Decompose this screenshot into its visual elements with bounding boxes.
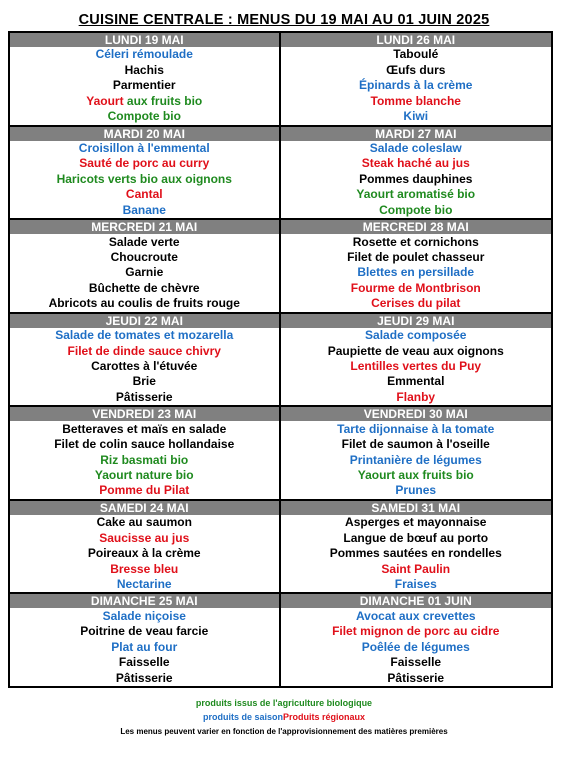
dish-item: Plat au four — [111, 639, 178, 654]
day-header: SAMEDI 24 MAI — [10, 501, 279, 515]
dish-item: Yaourt nature bio — [94, 468, 194, 482]
dish-item: Yaourt aromatisé bio — [356, 187, 476, 202]
day-header: JEUDI 29 MAI — [281, 314, 552, 328]
dish-item: Salade composée — [365, 328, 467, 343]
dish-item: Salade de tomates et mozarella — [55, 328, 234, 343]
dish-item: Compote bio — [379, 202, 453, 217]
day-header: MERCREDI 28 MAI — [281, 220, 552, 234]
dish-list — [10, 47, 279, 125]
dish-item: Pâtisserie — [115, 670, 173, 685]
dish-item: Sauté de porc au curry — [79, 156, 210, 171]
dish-item: Pomme du Pilat — [99, 483, 190, 498]
dish-item: Croisillon à l'emmental — [78, 141, 210, 155]
dish-list — [10, 515, 279, 593]
dish-item: Abricots au coulis de fruits rouge — [48, 296, 240, 311]
dish-list — [10, 141, 279, 219]
dish-item: Avocat aux crevettes — [355, 608, 476, 623]
day-block — [281, 33, 552, 127]
dish-item: Cake au saumon — [96, 515, 192, 530]
footnote: Les menus peuvent varier en fonction de l'approvisionnement des matières premières — [120, 727, 448, 736]
dish-item: Rosette et cornichons — [352, 234, 479, 249]
day-header: VENDREDI 23 MAI — [10, 407, 279, 421]
dish-item: Pâtisserie — [387, 670, 445, 685]
dish-item: Kiwi — [403, 109, 429, 124]
legend-seasonal: produits de saison — [202, 712, 283, 722]
dish-item: Fourme de Montbrison — [350, 280, 481, 295]
day-block — [10, 501, 279, 595]
dish-list — [281, 141, 552, 219]
dish-item: Filet de saumon à l'oseille — [341, 437, 490, 452]
day-block — [10, 314, 279, 408]
day-block — [10, 33, 279, 127]
dish-item: Haricots verts bio aux oignons — [56, 171, 232, 186]
dish-item: Steak haché au jus — [361, 156, 470, 171]
dish-item: Nectarine — [116, 577, 172, 591]
menu-title — [0, 12, 568, 28]
dish-item: Choucroute — [110, 250, 178, 264]
day-header: MERCREDI 21 MAI — [10, 220, 279, 234]
dish-item: Pommes dauphines — [359, 171, 473, 186]
dish-item: Prunes — [395, 483, 437, 498]
dish-item: Œufs durs — [386, 62, 446, 77]
dish-item: Compote bio — [107, 109, 181, 124]
dish-item: Cantal — [125, 187, 163, 202]
legend-seasonal-regional — [0, 712, 568, 722]
day-header: MARDI 27 MAI — [281, 127, 552, 141]
dish-item: Printanière de légumes — [349, 452, 482, 467]
day-header: VENDREDI 30 MAI — [281, 407, 552, 421]
dish-list — [10, 608, 279, 686]
dish-list — [281, 608, 552, 686]
dish-item: Filet de colin sauce hollandaise — [54, 437, 235, 452]
day-block — [281, 594, 552, 686]
dish-item: Riz basmati bio — [100, 452, 189, 467]
dish-item: Salade coleslaw — [369, 141, 462, 155]
dish-item: Asperges et mayonnaise — [345, 515, 487, 530]
dish-item: Filet de dinde sauce chivry — [67, 343, 221, 358]
day-block — [281, 314, 552, 408]
legend-organic: produits issus de l'agriculture biologique — [195, 698, 373, 708]
day-block — [281, 220, 552, 314]
dish-item: Pommes sautées en rondelles — [329, 546, 502, 561]
dish-item: Emmental — [387, 374, 445, 389]
dish-item: Salade niçoise — [102, 608, 186, 623]
dish-item: Blettes en persillade — [357, 265, 475, 280]
dish-item: Poireaux à la crème — [87, 546, 201, 561]
dish-item: Faisselle — [390, 655, 442, 670]
dish-list — [281, 328, 552, 406]
day-header: DIMANCHE 01 JUIN — [281, 594, 552, 608]
dish-item: Carottes à l'étuvée — [91, 359, 198, 373]
menu-column-left — [10, 33, 281, 686]
dish-item: Poêlée de légumes — [361, 639, 470, 654]
day-block — [281, 127, 552, 221]
dish-list — [281, 515, 552, 593]
dish-item: Épinards à la crème — [359, 78, 473, 93]
dish-list — [10, 421, 279, 499]
menu-title-text: CUISINE CENTRALE : MENUS DU 19 MAI AU 01 JUIN 2025 — [78, 12, 490, 28]
day-header: LUNDI 19 MAI — [10, 33, 279, 47]
dish-item: Taboulé — [393, 47, 439, 62]
dish-text-segment: aux fruits bio — [123, 93, 203, 108]
dish-item: Yaourt aux fruits bio — [357, 468, 474, 482]
dish-item: Saucisse au jus — [99, 530, 190, 545]
dish-item: Bûchette de chèvre — [88, 280, 200, 295]
dish-item — [10, 94, 279, 109]
day-block — [10, 407, 279, 501]
dish-list — [281, 47, 552, 125]
dish-item: Langue de bœuf au porto — [343, 530, 489, 545]
day-header: DIMANCHE 25 MAI — [10, 594, 279, 608]
day-header: SAMEDI 31 MAI — [281, 501, 552, 515]
dish-item: Brie — [132, 374, 156, 389]
dish-item: Betteraves et maïs en salade — [62, 421, 227, 436]
day-block — [10, 220, 279, 314]
day-block — [281, 501, 552, 595]
dish-item: Banane — [122, 202, 166, 217]
menu-column-right — [281, 33, 552, 686]
dish-item: Faisselle — [118, 655, 170, 670]
dish-item: Filet de poulet chasseur — [347, 250, 485, 264]
dish-item: Parmentier — [112, 78, 176, 93]
dish-item: Bresse bleu — [110, 561, 179, 576]
dish-item: Paupiette de veau aux oignons — [327, 343, 504, 358]
legend-regional: Produits régionaux — [283, 712, 366, 722]
dish-item: Garnie — [125, 265, 164, 280]
dish-item: Fraises — [394, 577, 437, 591]
dish-item: Lentilles vertes du Puy — [350, 359, 482, 373]
dish-item: Flanby — [396, 389, 436, 404]
dish-item: Hachis — [124, 62, 164, 77]
dish-item: Pâtisserie — [115, 389, 173, 404]
day-block — [10, 594, 279, 686]
dish-item: Saint Paulin — [381, 561, 451, 576]
day-header: JEUDI 22 MAI — [10, 314, 279, 328]
dish-list — [10, 328, 279, 406]
day-header: MARDI 20 MAI — [10, 127, 279, 141]
day-block — [281, 407, 552, 501]
day-block — [10, 127, 279, 221]
menu-grid — [8, 31, 553, 688]
dish-item: Tomme blanche — [370, 93, 461, 108]
dish-item: Céleri rémoulade — [95, 47, 193, 62]
dish-list — [10, 234, 279, 312]
dish-list — [281, 234, 552, 312]
dish-text-segment: Yaourt — [86, 93, 124, 108]
dish-item: Filet mignon de porc au cidre — [332, 624, 500, 639]
dish-item: Cerises du pilat — [371, 296, 461, 311]
dish-item: Salade verte — [108, 234, 180, 249]
dish-list — [281, 421, 552, 499]
day-header: LUNDI 26 MAI — [281, 33, 552, 47]
dish-item: Tarte dijonnaise à la tomate — [337, 421, 495, 436]
dish-item: Poitrine de veau farcie — [80, 624, 209, 639]
